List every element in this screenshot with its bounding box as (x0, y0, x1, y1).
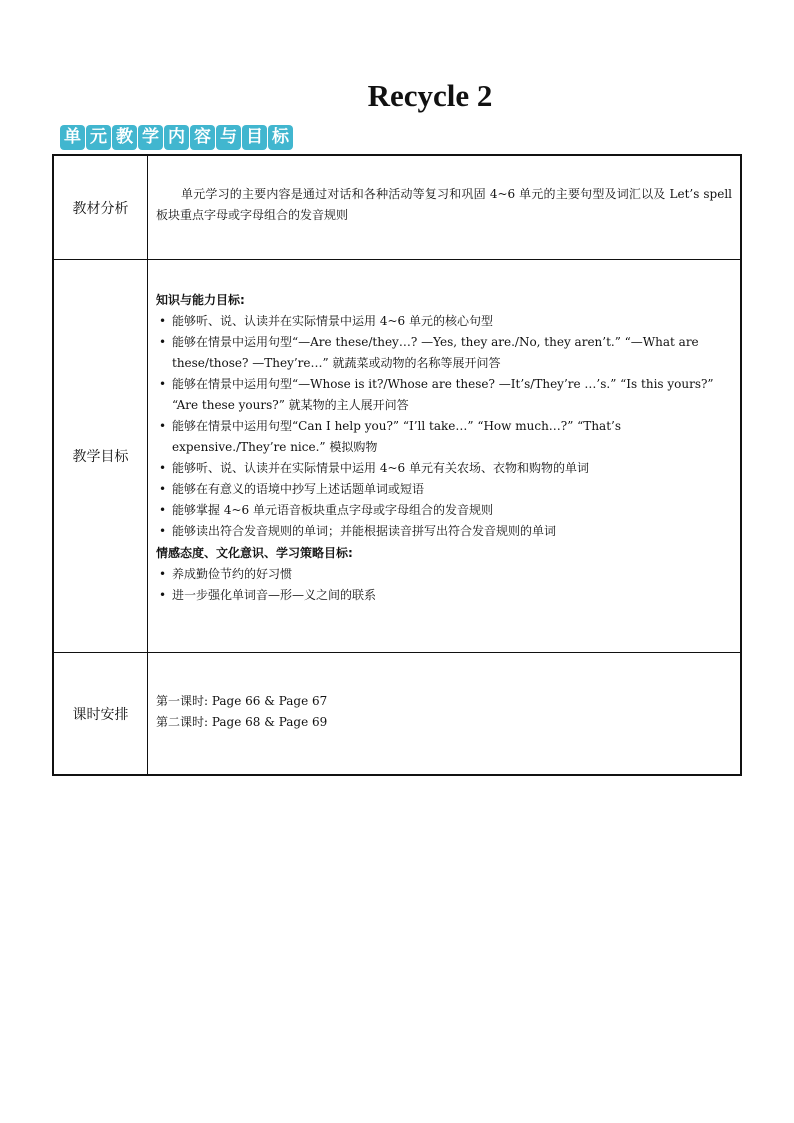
page-title: Recycle 2 (367, 78, 493, 113)
banner-char: 目 (242, 125, 267, 150)
goal-item: • 能够掌握 4~6 单元语音板块重点字母或字母组合的发音规则 (159, 503, 493, 517)
banner-char: 与 (216, 125, 241, 150)
banner-char: 内 (164, 125, 189, 150)
analysis-text: 单元学习的主要内容是通过对话和各种活动等复习和巩固 4~6 单元的主要句型及词汇以及 Let’s spell 板块重点字母或字母组合的发音规则 (156, 187, 732, 222)
table-row-analysis (54, 156, 740, 260)
section-banner (60, 125, 294, 151)
banner-char: 教 (112, 125, 137, 150)
banner-char: 元 (86, 125, 111, 150)
row-content-schedule (148, 653, 740, 774)
banner-char: 标 (268, 125, 293, 150)
row-label-goals: 教学目标 (54, 260, 148, 652)
goal-item: • 能够听、说、认读并在实际情景中运用 4~6 单元的核心句型 (159, 314, 493, 328)
goal-item: • 能够读出符合发音规则的单词；并能根据读音拼写出符合发音规则的单词 (159, 524, 557, 538)
schedule-line: 第二课时: Page 68 & Page 69 (156, 715, 328, 729)
schedule-line: 第一课时: Page 66 & Page 67 (156, 694, 328, 708)
goal-item: • 养成勤俭节约的好习惯 (159, 567, 293, 581)
banner-char: 单 (60, 125, 85, 150)
banner-char: 学 (138, 125, 163, 150)
goals-heading-attitude: 情感态度、文化意识、学习策略目标: (156, 546, 353, 560)
banner-char: 容 (190, 125, 215, 150)
row-content-analysis (148, 156, 740, 259)
goal-item: • 能够在情景中运用句型“—Are these/they…? —Yes, they are./No, they aren’t.” “—What are these/those? —They’re…” 就蔬菜或动物的名称等展开问答 (159, 335, 699, 370)
goal-item: • 能够听、说、认读并在实际情景中运用 4~6 单元有关农场、衣物和购物的单词 (159, 461, 589, 475)
goal-item: • 能够在有意义的语境中抄写上述话题单词或短语 (159, 482, 425, 496)
table-row-goals (54, 260, 740, 653)
row-label-analysis: 教材分析 (54, 156, 148, 259)
goal-item: • 进一步强化单词音—形—义之间的联系 (159, 588, 377, 602)
goal-item: • 能够在情景中运用句型“Can I help you?” “I’ll take…” “How much…?” “That’s expensive./They’re nice.” 模拟购物 (159, 419, 621, 454)
goal-item: • 能够在情景中运用句型“—Whose is it?/Whose are these? —It’s/They’re …’s.” “Is this yours?” “Are these yours?” 就某物的主人展开问答 (159, 377, 714, 412)
unit-table (52, 154, 742, 776)
row-label-schedule: 课时安排 (54, 653, 148, 774)
goals-heading-knowledge: 知识与能力目标: (156, 293, 245, 307)
row-content-goals (148, 260, 740, 652)
table-row-schedule (54, 653, 740, 774)
